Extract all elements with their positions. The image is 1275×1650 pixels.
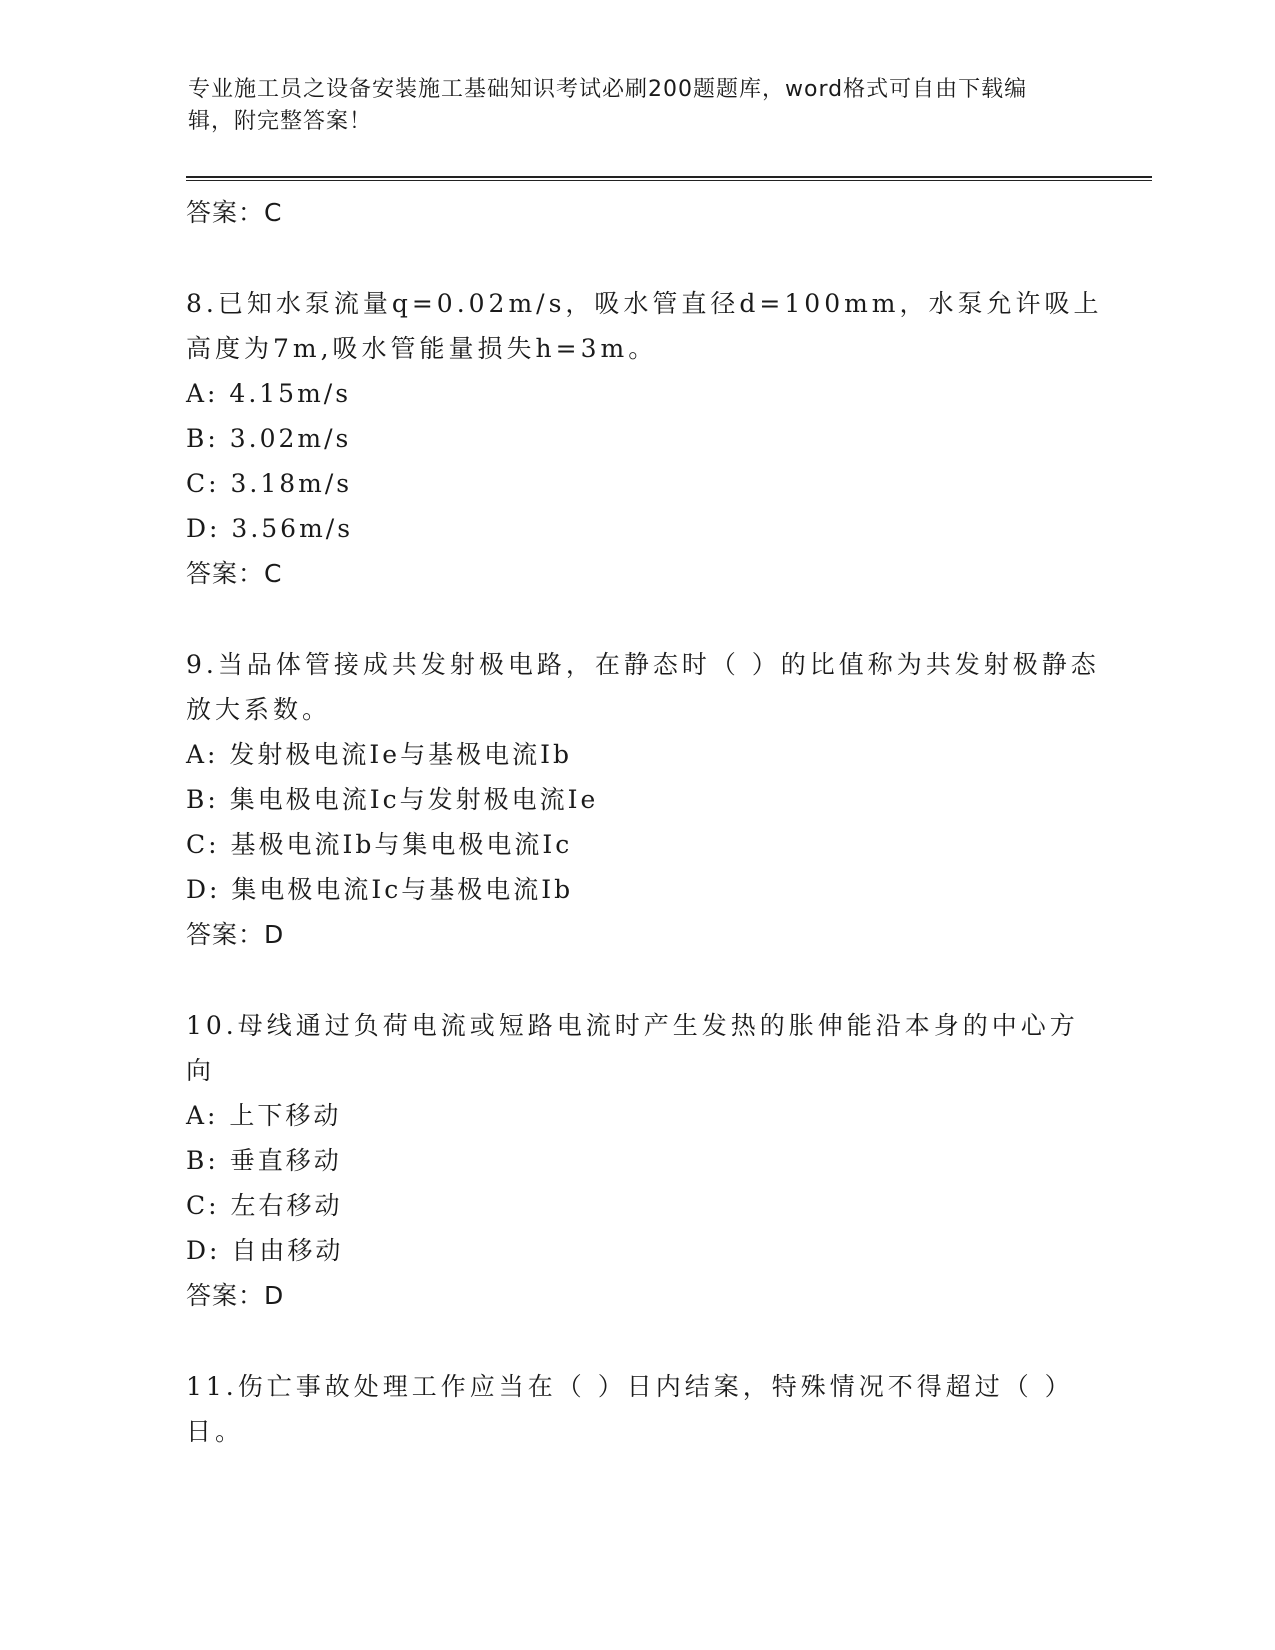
question-stem: 10.母线通过负荷电流或短路电流时产生发热的胀伸能沿本身的中心方向 xyxy=(186,1011,1079,1085)
question-block xyxy=(186,281,1106,596)
question-stem: 9.当品体管接成共发射极电路，在静态时（ ）的比值称为共发射极静态放大系数。 xyxy=(186,650,1100,724)
question-block xyxy=(186,1003,1106,1318)
answer-line: 答案：C xyxy=(186,198,283,227)
option-a: A: 4.15m/s xyxy=(186,379,352,408)
option-a: A: 发射极电流Ie与基极电流Ib xyxy=(186,740,572,769)
page-header xyxy=(188,74,1068,138)
answer-line: 答案：D xyxy=(186,920,285,949)
spacer xyxy=(186,957,1106,1003)
question-list xyxy=(186,190,1106,1454)
option-d: D: 3.56m/s xyxy=(186,514,354,543)
option-b: B: 集电极电流Ic与发射极电流Ie xyxy=(186,785,599,814)
answer-line: 答案：D xyxy=(186,1281,285,1310)
option-d: D: 自由移动 xyxy=(186,1236,344,1265)
spacer xyxy=(186,596,1106,642)
option-c: C: 3.18m/s xyxy=(186,469,353,498)
question-stem: 8.已知水泵流量q=0.02m/s，吸水管直径d=100mm，水泵允许吸上高度为7m,吸水管能量损失h=3m。 xyxy=(186,289,1103,363)
answer-line: 答案：C xyxy=(186,559,283,588)
option-b: B: 垂直移动 xyxy=(186,1146,342,1175)
option-a: A: 上下移动 xyxy=(186,1101,342,1130)
question-stem: 11.伤亡事故处理工作应当在（ ）日内结案，特殊情况不得超过（ ）日。 xyxy=(186,1372,1074,1446)
question-block xyxy=(186,642,1106,957)
spacer xyxy=(186,1318,1106,1364)
option-c: C: 左右移动 xyxy=(186,1191,343,1220)
option-d: D: 集电极电流Ic与基极电流Ib xyxy=(186,875,574,904)
option-c: C: 基极电流Ib与集电极电流Ic xyxy=(186,830,573,859)
question-block xyxy=(186,1364,1106,1454)
header-title: 专业施工员之设备安装施工基础知识考试必刷200题题库，word格式可自由下载编辑，附完整答案！ xyxy=(188,77,1028,134)
option-b: B: 3.02m/s xyxy=(186,424,352,453)
spacer xyxy=(186,235,1106,281)
header-divider xyxy=(186,176,1152,181)
